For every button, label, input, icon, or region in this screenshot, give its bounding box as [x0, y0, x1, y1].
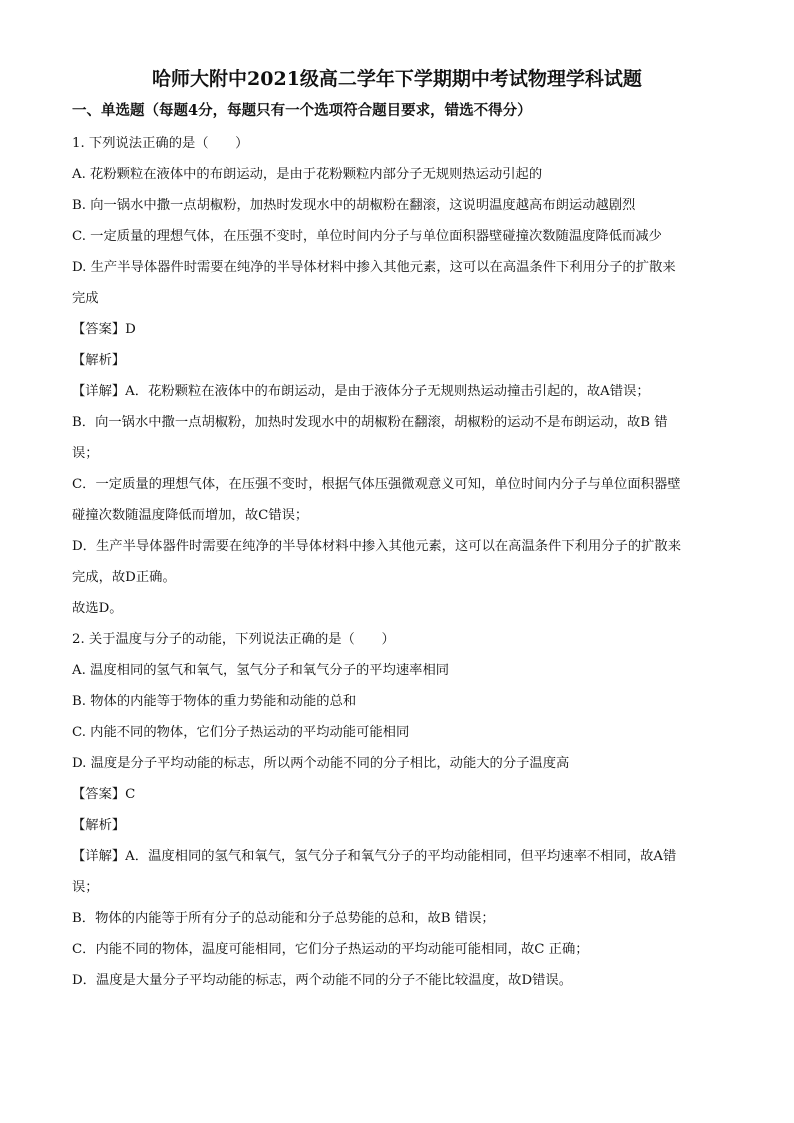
explanation-line: B．物体的内能等于所有分子的总动能和分子总势能的总和，故B 错误；: [72, 911, 495, 926]
option-d-cont: 完成: [72, 291, 99, 306]
analysis-label: 【解析】: [72, 818, 126, 833]
option-d: D. 生产半导体器件时需要在纯净的半导体材料中掺入其他元素，这可以在高温条件下利用分子的扩散来: [72, 260, 676, 275]
explanation-line: D．生产半导体器件时需要在纯净的半导体材料中掺入其他元素，这可以在高温条件下利用分子的扩散来: [72, 539, 682, 554]
question-stem: 1. 下列说法正确的是（ ）: [72, 136, 249, 151]
option-a: A. 温度相同的氢气和氧气，氢气分子和氧气分子的平均速率相同: [72, 663, 450, 678]
option-c: C. 一定质量的理想气体，在压强不变时，单位时间内分子与单位面积器壁碰撞次数随温度降低而减少: [72, 229, 662, 244]
explanation-line: C．一定质量的理想气体，在压强不变时，根据气体压强微观意义可知，单位时间内分子与单位面积器壁: [72, 477, 681, 492]
explanation-line: C．内能不同的物体，温度可能相同，它们分子热运动的平均动能可能相同，故C 正确；: [72, 942, 589, 957]
question-1: [72, 128, 708, 624]
explanation-line: 误；: [72, 880, 99, 895]
question-stem: 2. 关于温度与分子的动能，下列说法正确的是（ ）: [72, 632, 395, 647]
explanation-line: D．温度是大量分子平均动能的标志，两个动能不同的分子不能比较温度，故D错误。: [72, 973, 573, 988]
explanation-line: B．向一锅水中撒一点胡椒粉，加热时发现水中的胡椒粉在翻滚，胡椒粉的运动不是布朗运动，故B 错: [72, 415, 668, 430]
explanation-line: 碰撞次数随温度降低而增加，故C错误；: [72, 508, 309, 523]
explanation-line: 误；: [72, 446, 99, 461]
section-heading: 一、单选题（每题4分，每题只有一个选项符合题目要求，错选不得分）: [72, 102, 532, 119]
answer-label: 【答案】D: [72, 322, 136, 337]
option-a: A. 花粉颗粒在液体中的布朗运动，是由于花粉颗粒内部分子无规则热运动引起的: [72, 167, 543, 182]
option-b: B. 物体的内能等于物体的重力势能和动能的总和: [72, 694, 357, 709]
explanation-line: 【详解】A．花粉颗粒在液体中的布朗运动，是由于液体分子无规则热运动撞击引起的，故A错误；: [72, 384, 650, 399]
question-2: [72, 624, 708, 996]
option-b: B. 向一锅水中撒一点胡椒粉，加热时发现水中的胡椒粉在翻滚，这说明温度越高布朗运动越剧烈: [72, 198, 636, 213]
option-d: D. 温度是分子平均动能的标志，所以两个动能不同的分子相比，动能大的分子温度高: [72, 756, 570, 771]
analysis-label: 【解析】: [72, 353, 126, 368]
option-c: C. 内能不同的物体，它们分子热运动的平均动能可能相同: [72, 725, 410, 740]
explanation-line: 【详解】A．温度相同的氢气和氧气，氢气分子和氧气分子的平均动能相同，但平均速率不相同，故A错: [72, 849, 677, 864]
explanation-line: 故选D。: [72, 601, 123, 616]
page-title: 哈师大附中2021级高二学年下学期期中考试物理学科试题: [152, 68, 642, 90]
explanation-line: 完成，故D正确。: [72, 570, 176, 585]
answer-label: 【答案】C: [72, 787, 136, 802]
